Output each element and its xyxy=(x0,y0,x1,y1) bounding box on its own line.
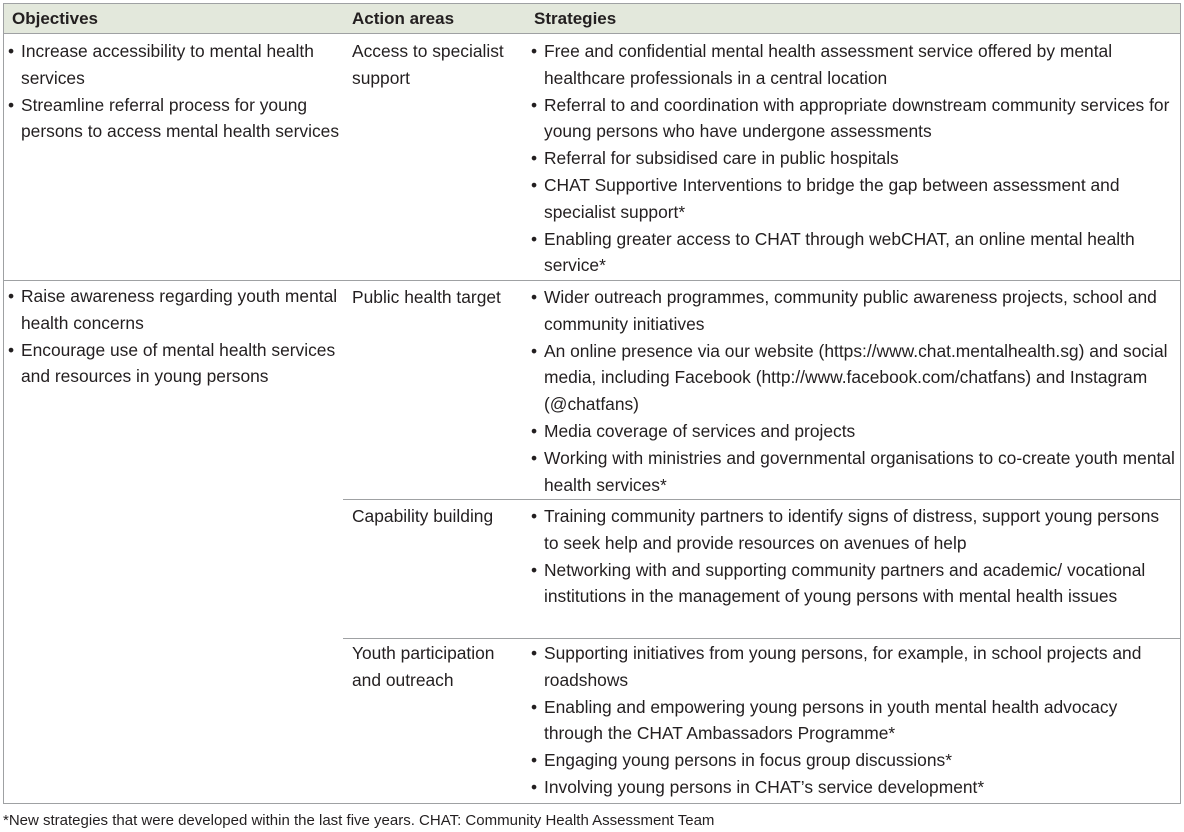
list-item: • Media coverage of services and projects xyxy=(531,420,856,441)
list-item: • Referral to and coordination with appropriate downstream community services for young persons who have undergone assessments xyxy=(531,94,1170,142)
list-item: • An online presence via our website (https://www.chat.mentalhealth.sg) and social media, including Facebook (http://www.facebook.com/chatfans) and Instagram (@chatfans) xyxy=(531,340,1168,415)
strategies-table xyxy=(3,3,1181,804)
list-item: • Raise awareness regarding youth mental health concerns xyxy=(8,286,338,333)
list-item: • Wider outreach programmes, community public awareness projects, school and community initiatives xyxy=(531,287,1157,334)
group-divider xyxy=(4,280,1180,281)
objectives-cell xyxy=(8,283,342,390)
action-area-cell: Access to specialist support xyxy=(352,41,504,88)
list-item: • CHAT Supportive Interventions to bridge the gap between assessment and specialist support* xyxy=(531,174,1120,222)
strategies-cell xyxy=(531,38,1176,279)
row-divider xyxy=(343,638,1180,639)
strategies-cell xyxy=(531,640,1176,801)
list-item: • Working with ministries and governmental organisations to co-create youth mental health services* xyxy=(531,447,1175,495)
list-item: • Referral for subsidised care in public hospitals xyxy=(531,148,899,169)
strategies-cell xyxy=(531,503,1176,610)
action-area-cell: Capability building xyxy=(352,506,494,526)
list-item: • Encourage use of mental health services and resources in young persons xyxy=(8,339,336,387)
list-item: • Involving young persons in CHAT’s service development* xyxy=(531,776,985,797)
strategies-cell xyxy=(531,284,1176,498)
list-item: • Networking with and supporting community partners and academic/ vocational institutions in the management of young persons with mental health issues xyxy=(531,559,1146,607)
list-item: • Enabling greater access to CHAT through webCHAT, an online mental health service* xyxy=(531,228,1135,276)
table-footnote: *New strategies that were developed within the last five years. CHAT: Community Health Assessment Team xyxy=(3,812,715,829)
action-area-cell: Public health target xyxy=(352,287,501,307)
table-header xyxy=(4,4,1180,34)
objectives-cell xyxy=(8,38,342,145)
list-item: • Training community partners to identify signs of distress, support young persons to seek help and provide resources on avenues of help xyxy=(531,506,1160,553)
list-item: • Streamline referral process for young persons to access mental health services xyxy=(8,94,340,142)
row-divider xyxy=(343,499,1180,500)
action-area-cell: Youth participation and outreach xyxy=(352,643,495,690)
list-item: • Increase accessibility to mental health services xyxy=(8,41,314,88)
list-item: • Supporting initiatives from young persons, for example, in school projects and roadshows xyxy=(531,643,1142,690)
list-item: • Engaging young persons in focus group discussions* xyxy=(531,750,952,771)
header-strategies: Strategies xyxy=(534,9,617,28)
list-item: • Enabling and empowering young persons in youth mental health advocacy through the CHAT Ambassadors Programme* xyxy=(531,696,1118,744)
header-action-areas: Action areas xyxy=(352,9,455,28)
header-objectives: Objectives xyxy=(12,9,98,28)
list-item: • Free and confidential mental health assessment service offered by mental healthcare professionals in a central location xyxy=(531,41,1113,88)
